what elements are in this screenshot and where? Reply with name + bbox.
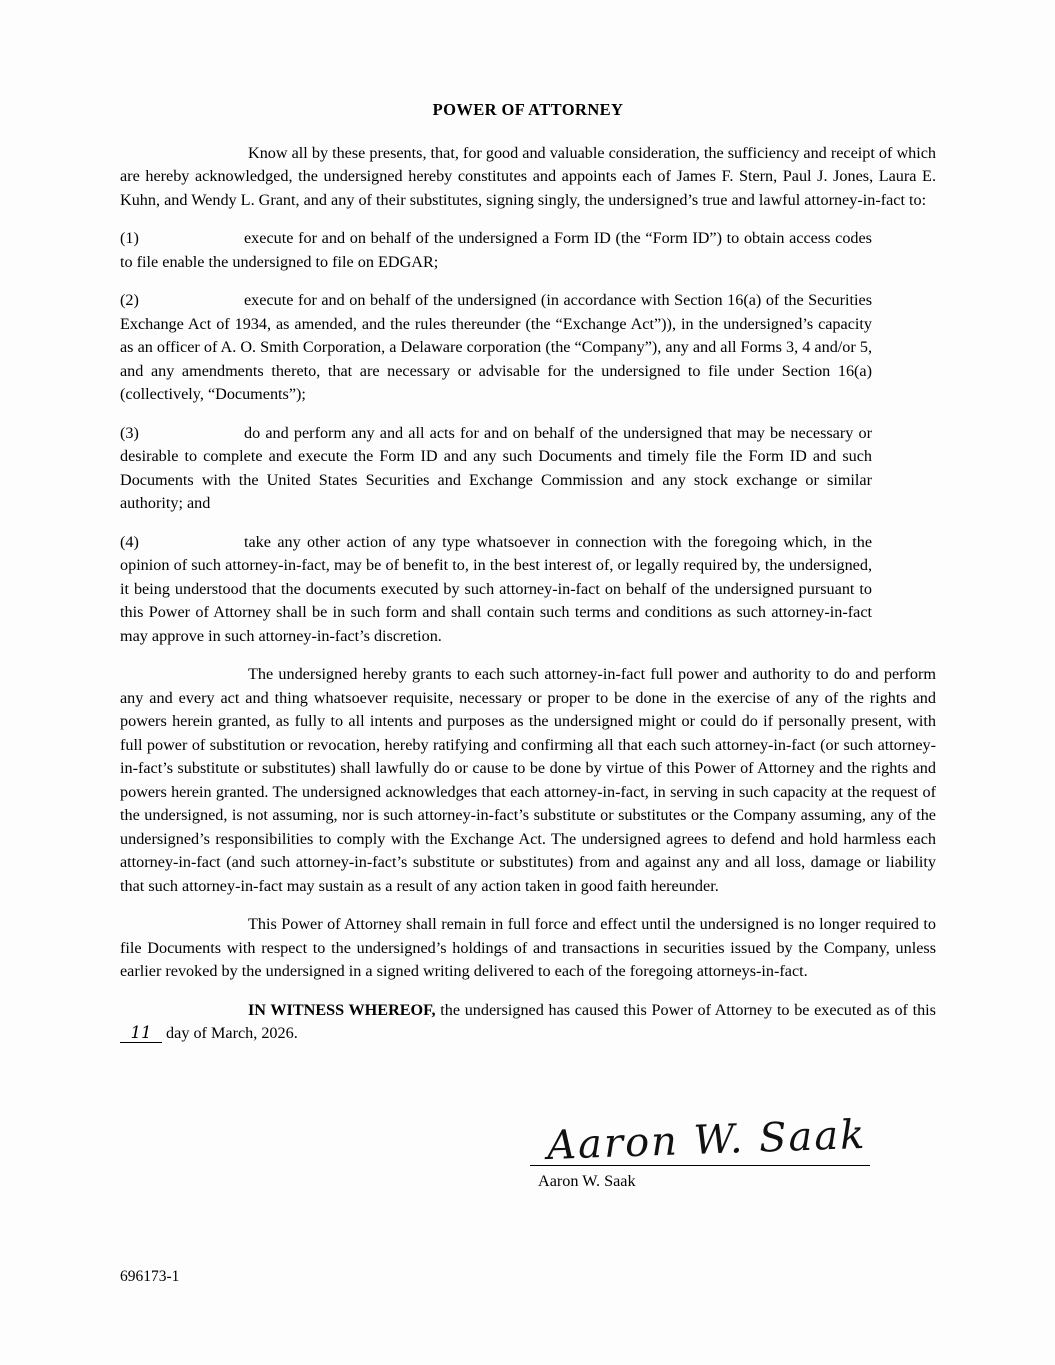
numbered-item-1	[120, 227, 872, 274]
item-4-number: (4)	[120, 532, 139, 551]
numbered-item-4	[120, 531, 872, 648]
term-paragraph	[120, 913, 936, 983]
grant-text: The undersigned hereby grants to each such attorney-in-fact full power and authority to do and perform any and every act and thing whatsoever requisite, necessary or proper to be done in the exercise of any of the rights and powers herein granted, as fully to all intents and purposes as the undersigned might or could do if personally present, with full power of substitution or revocation, hereby ratifying and confirming all that each such attorney-in-fact (or such attorney-in-fact’s substitute or substitutes) shall lawfully do or cause to be done by virtue of this Power of Attorney and the rights and powers herein granted. The undersigned acknowledges that each attorney-in-fact, in serving in such capacity at the request of the undersigned, is not assuming, nor is such attorney-in-fact’s substitute or substitutes or the Company assuming, any of the undersigned’s responsibilities to comply with the Exchange Act. The undersigned agrees to defend and hold harmless each attorney-in-fact (and such attorney-in-fact’s substitute or substitutes) from and against any and all loss, damage or liability that such attorney-in-fact may sustain as a result of any action taken in good faith hereunder.	[120, 665, 936, 895]
document-footer: 696173-1	[120, 1268, 180, 1285]
term-text: This Power of Attorney shall remain in full force and effect until the undersigned is no longer required to file Documents with respect to the undersigned’s holdings of and transactions in securities issued by the Company, unless earlier revoked by the undersigned in a signed writing delivered to each of the foregoing attorneys-in-fact.	[120, 915, 936, 981]
numbered-item-3	[120, 422, 872, 516]
signature-block	[530, 1103, 870, 1191]
intro-paragraph	[120, 142, 936, 212]
page-title: POWER OF ATTORNEY	[432, 100, 624, 119]
execution-day-field[interactable]: 11	[120, 1024, 162, 1043]
grant-paragraph	[120, 663, 936, 898]
witness-text-before: the undersigned has caused this Power of Attorney to be executed as of this	[435, 1000, 936, 1019]
item-2-number: (2)	[120, 291, 139, 310]
witness-lead: IN WITNESS WHEREOF,	[248, 1000, 436, 1019]
witness-text-after: day of March, 2026.	[162, 1023, 298, 1042]
document-body	[120, 100, 936, 1191]
signature-line	[530, 1103, 870, 1170]
item-4-text: take any other action of any type whatsoever in connection with the foregoing which, in the opinion of such attorney-in-fact, may be of benefit to, in the best interest of, or legally required by, the undersigned, it being understood that the documents executed by such attorney-in-fact on behalf of the undersigned pursuant to this Power of Attorney shall be in such form and shall contain such terms and conditions as such attorney-in-fact may approve in such attorney-in-fact’s discretion.	[120, 532, 872, 645]
item-3-text: do and perform any and all acts for and on behalf of the undersigned that may be necessary or desirable to complete and execute the Form ID and any such Documents and timely file the Form ID and such Documents with the United States Securities and Exchange Commission and any stock exchange or similar authority; and	[120, 423, 872, 513]
intro-text: Know all by these presents, that, for good and valuable consideration, the sufficiency and receipt of which are hereby acknowledged, the undersigned hereby constitutes and appoints each of James F. Stern, Paul J. Jones, Laura E. Kuhn, and Wendy L. Grant, and any of their substitutes, signing singly, the undersigned’s true and lawful attorney-in-fact to:	[120, 144, 936, 209]
signature-mark: Aaron W. Saak	[546, 1112, 868, 1170]
item-1-number: (1)	[120, 229, 139, 248]
item-1-text: execute for and on behalf of the undersigned a Form ID (the “Form ID”) to obtain access codes to file enable the undersigned to file on EDGAR;	[120, 229, 872, 271]
item-2-text: execute for and on behalf of the undersigned (in accordance with Section 16(a) of the Securities Exchange Act of 1934, as amended, and the rules thereunder (the “Exchange Act”)), in the undersigned’s capacity as an officer of A. O. Smith Corporation, a Delaware corporation (the “Company”), any and all Forms 3, 4 and/or 5, and any amendments thereto, that are necessary or advisable for the undersigned to file under Section 16(a) (collectively, “Documents”);	[120, 291, 872, 404]
witness-paragraph	[120, 999, 936, 1046]
item-3-number: (3)	[120, 423, 139, 442]
numbered-item-2	[120, 289, 872, 406]
signature-name: Aaron W. Saak	[538, 1172, 636, 1191]
